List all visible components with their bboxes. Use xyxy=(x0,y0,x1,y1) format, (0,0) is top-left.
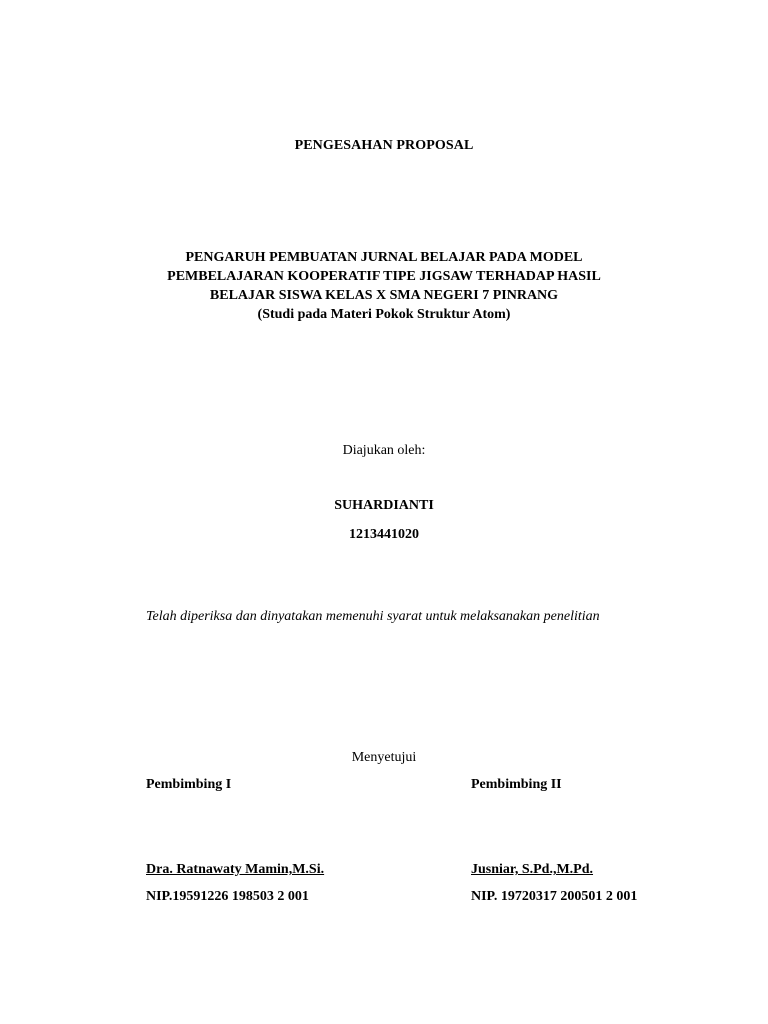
document-heading: PENGESAHAN PROPOSAL xyxy=(294,138,474,153)
approval-label: Menyetujui xyxy=(351,750,417,765)
approval-statement: Telah diperiksa dan dinyatakan memenuhi syarat untuk melaksanakan penelitian xyxy=(146,609,600,624)
submitted-by-label: Diajukan oleh: xyxy=(342,443,426,458)
title-line-1: PENGARUH PEMBUATAN JURNAL BELAJAR PADA MODEL xyxy=(185,250,583,265)
title-line-3: BELAJAR SISWA KELAS X SMA NEGERI 7 PINRANG xyxy=(209,288,559,303)
supervisor-1-nip: NIP.19591226 198503 2 001 xyxy=(146,889,309,904)
author-name: SUHARDIANTI xyxy=(334,498,434,513)
supervisor-1-name: Dra. Ratnawaty Mamin,M.Si. xyxy=(146,862,325,877)
title-subtitle: (Studi pada Materi Pokok Struktur Atom) xyxy=(257,307,511,322)
supervisor-2-role: Pembimbing II xyxy=(471,777,562,792)
title-line-2: PEMBELAJARAN KOOPERATIF TIPE JIGSAW TERHADAP HASIL xyxy=(167,269,601,284)
supervisor-2-nip: NIP. 19720317 200501 2 001 xyxy=(471,889,638,904)
supervisor-1-role: Pembimbing I xyxy=(146,777,232,792)
supervisor-2-name: Jusniar, S.Pd.,M.Pd. xyxy=(471,862,594,877)
author-id: 1213441020 xyxy=(349,527,419,542)
proposal-title xyxy=(0,248,768,324)
